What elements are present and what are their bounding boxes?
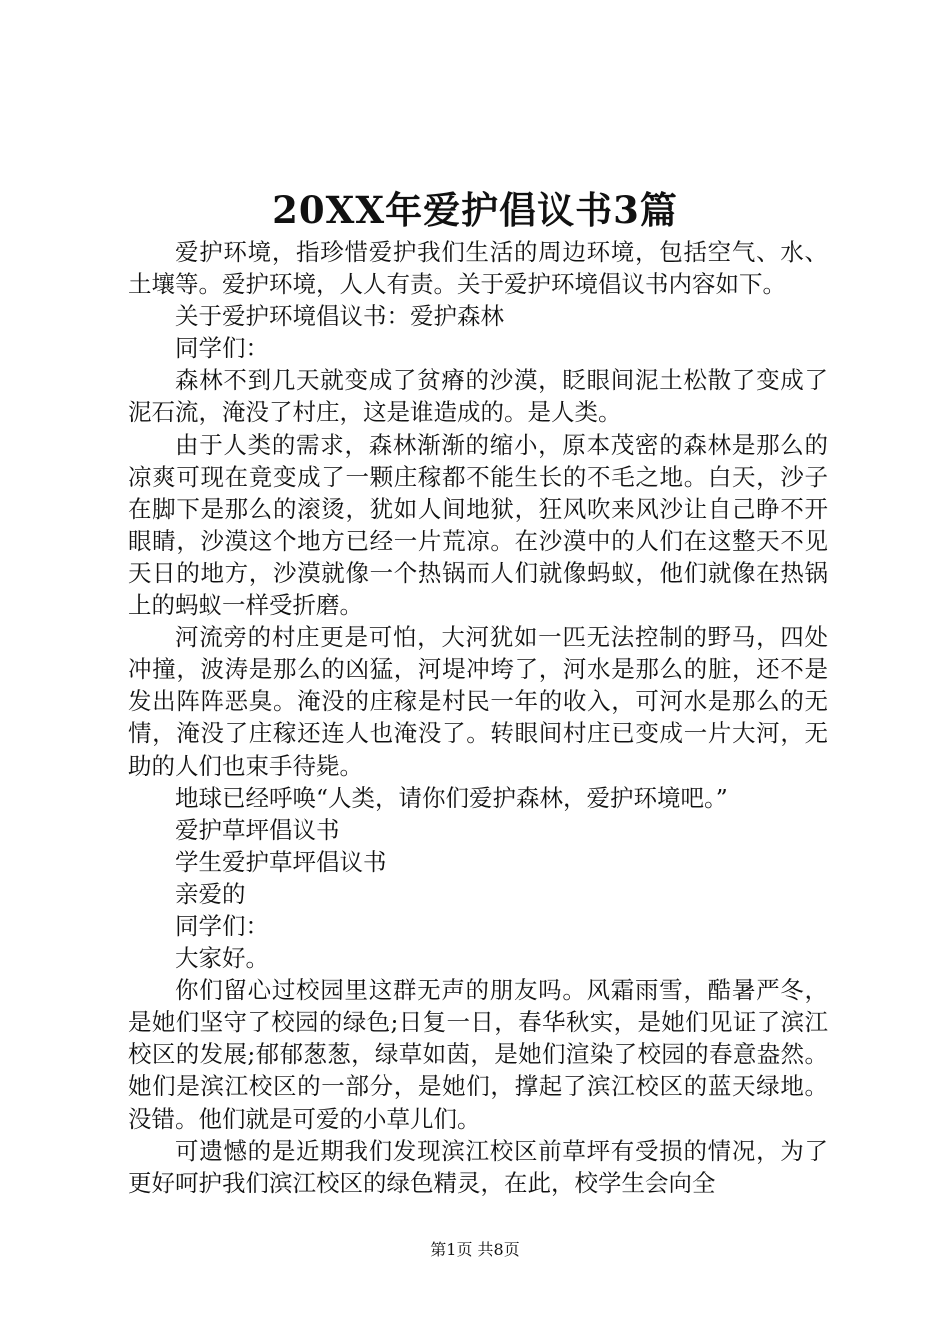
paragraph: 你们留心过校园里这群无声的朋友吗。风霜雨雪，酷暑严冬，是她们坚守了校园的绿色;日复一日，春华秋实，是她们见证了滨江校区的发展;郁郁葱葱，绿草如茵，是她们渲染了校园的春意盎然。她们是滨江校区的一部分，是她们，撑起了滨江校区的蓝天绿地。没错。他们就是可爱的小草儿们。 xyxy=(128,976,828,1133)
paragraph: 同学们： xyxy=(175,334,269,363)
paragraph: 爱护草坪倡议书 xyxy=(175,815,340,844)
paragraph: 由于人类的需求，森林渐渐的缩小，原本茂密的森林是那么的凉爽可现在竟变成了一颗庄稼都不能生长的不毛之地。白天，沙子在脚下是那么的滚烫，犹如人间地狱，狂风吹来风沙让自己睁不开眼睛，沙漠这个地方已经一片荒凉。在沙漠中的人们在这整天不见天日的地方，沙漠就像一个热锅而人们就像蚂蚁，他们就像在热锅上的蚂蚁一样受折磨。 xyxy=(128,430,828,620)
page-footer: 第1页 共8页 xyxy=(430,1240,520,1259)
paragraph: 地球已经呼唤“人类，请你们爱护森林，爱护环境吧。” xyxy=(175,783,728,812)
paragraph: 亲爱的 xyxy=(175,879,246,908)
paragraph: 河流旁的村庄更是可怕，大河犹如一匹无法控制的野马，四处冲撞，波涛是那么的凶猛，河堤冲垮了，河水是那么的脏，还不是发出阵阵恶臭。淹没的庄稼是村民一年的收入，可河水是那么的无情，淹没了庄稼还连人也淹没了。转眼间村庄已变成一片大河，无助的人们也束手待毙。 xyxy=(128,623,828,780)
paragraph: 关于爱护环境倡议书：爱护森林 xyxy=(175,302,504,331)
paragraph: 学生爱护草坪倡议书 xyxy=(175,847,387,876)
paragraph: 爱护环境，指珍惜爱护我们生活的周边环境，包括空气、水、土壤等。爱护环境，人人有责。关于爱护环境倡议书内容如下。 xyxy=(128,238,828,299)
document-title: 20XX年爱护倡议书3篇 xyxy=(272,188,678,232)
paragraph: 可遗憾的是近期我们发现滨江校区前草坪有受损的情况，为了更好呵护我们滨江校区的绿色精灵，在此，校学生会向全 xyxy=(128,1136,828,1197)
document-body xyxy=(128,236,828,1199)
paragraph: 同学们： xyxy=(175,911,269,940)
paragraph: 大家好。 xyxy=(175,944,269,973)
paragraph: 森林不到几天就变成了贫瘠的沙漠，眨眼间泥土松散了变成了泥石流，淹没了村庄，这是谁造成的。是人类。 xyxy=(128,366,828,427)
